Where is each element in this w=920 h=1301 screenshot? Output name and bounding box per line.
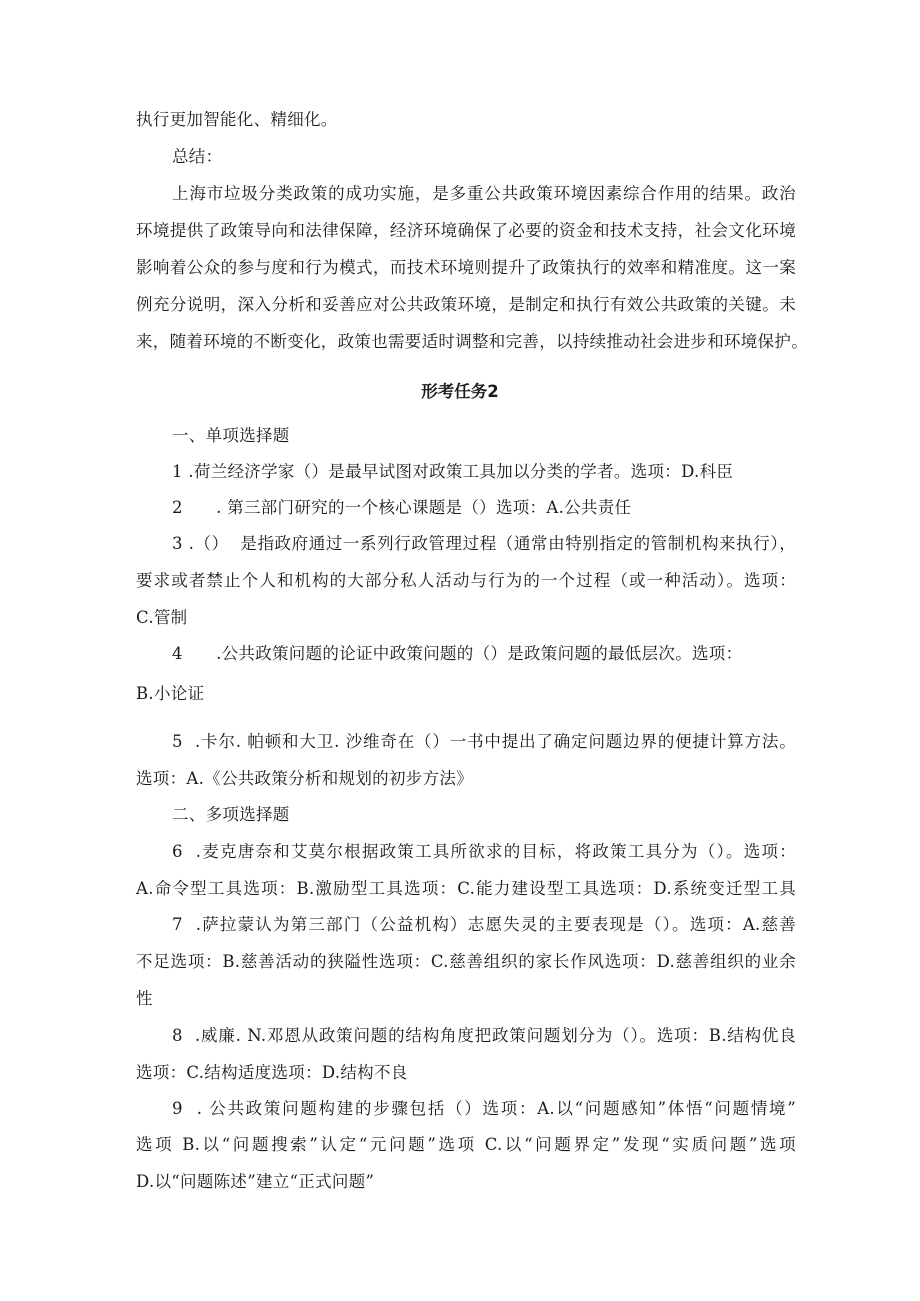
question-2: 2 . 第三部门研究的一个核心课题是（）选项：A.公共责任 xyxy=(172,498,632,517)
question-8-line-2: 选项：C.结构适度选项：D.结构不良 xyxy=(136,1063,408,1082)
multi-choice-heading: 二、多项选择题 xyxy=(172,805,290,824)
single-choice-heading: 一、单项选择题 xyxy=(172,426,290,445)
question-7-line-1: 7 .萨拉蒙认为第三部门（公益机构）志愿失灵的主要表现是（）。选项：A.慈善 xyxy=(172,915,796,934)
question-5-line-2: 选项：A.《公共政策分析和规划的初步方法》 xyxy=(136,769,473,788)
question-4-line-2: B.小论证 xyxy=(136,684,205,703)
summary-line-5: 来，随着环境的不断变化，政策也需要适时调整和完善，以持续推动社会进步和环境保护。 xyxy=(136,332,808,351)
question-9-line-2: 选项 B.以“问题搜索”认定“元问题”选项 C.以“问题界定”发现“实质问题”选项 xyxy=(136,1135,796,1154)
question-9-line-3: D.以“问题陈述”建立“正式问题” xyxy=(136,1172,375,1191)
question-6-line-1: 6 .麦克唐奈和艾莫尔根据政策工具所欲求的目标，将政策工具分为（）。选项： xyxy=(172,842,796,861)
summary-line-2: 环境提供了政策导向和法律保障，经济环境确保了必要的资金和技术支持，社会文化环境 xyxy=(136,221,796,240)
question-3-line-3: C.管制 xyxy=(136,608,188,627)
summary-label: 总结： xyxy=(172,147,223,166)
question-4-line-1: 4 .公共政策问题的论证中政策问题的（）是政策问题的最低层次。选项： xyxy=(172,644,743,663)
question-3-line-2: 要求或者禁止个人和机构的大部分私人活动与行为的一个过程（或一种活动）。选项： xyxy=(136,571,796,590)
summary-line-3: 影响着公众的参与度和行为模式，而技术环境则提升了政策执行的效率和精准度。这一案 xyxy=(136,258,796,277)
section-title: 形考任务2 xyxy=(421,382,499,401)
question-3-line-1: 3 .（） 是指政府通过一系列行政管理过程（通常由特别指定的管制机构来执行）， xyxy=(172,534,796,553)
summary-line-1: 上海市垃圾分类政策的成功实施，是多重公共政策环境因素综合作用的结果。政治 xyxy=(172,184,796,203)
question-9-line-1: 9 . 公共政策问题构建的步骤包括（）选项：A.以“问题感知”体悟“问题情境” xyxy=(172,1099,796,1118)
question-5-line-1: 5 .卡尔. 帕顿和大卫. 沙维奇在（）一书中提出了确定问题边界的便捷计算方法。 xyxy=(172,732,796,751)
question-1: 1 .荷兰经济学家（）是最早试图对政策工具加以分类的学者。选项：D.科臣 xyxy=(172,462,734,481)
question-8-line-1: 8 .威廉. N.邓恩从政策问题的结构角度把政策问题划分为（）。选项：B.结构优良 xyxy=(172,1026,796,1045)
question-6-line-2: A.命令型工具选项：B.激励型工具选项：C.能力建设型工具选项：D.系统变迁型工具 xyxy=(136,879,796,898)
question-7-line-2: 不足选项：B.慈善活动的狭隘性选项：C.慈善组织的家长作风选项：D.慈善组织的业余 xyxy=(136,952,796,971)
intro-tail-line: 执行更加智能化、精细化。 xyxy=(136,110,338,129)
summary-line-4: 例充分说明，深入分析和妥善应对公共政策环境，是制定和执行有效公共政策的关键。未 xyxy=(136,295,796,314)
question-7-line-3: 性 xyxy=(136,989,153,1008)
